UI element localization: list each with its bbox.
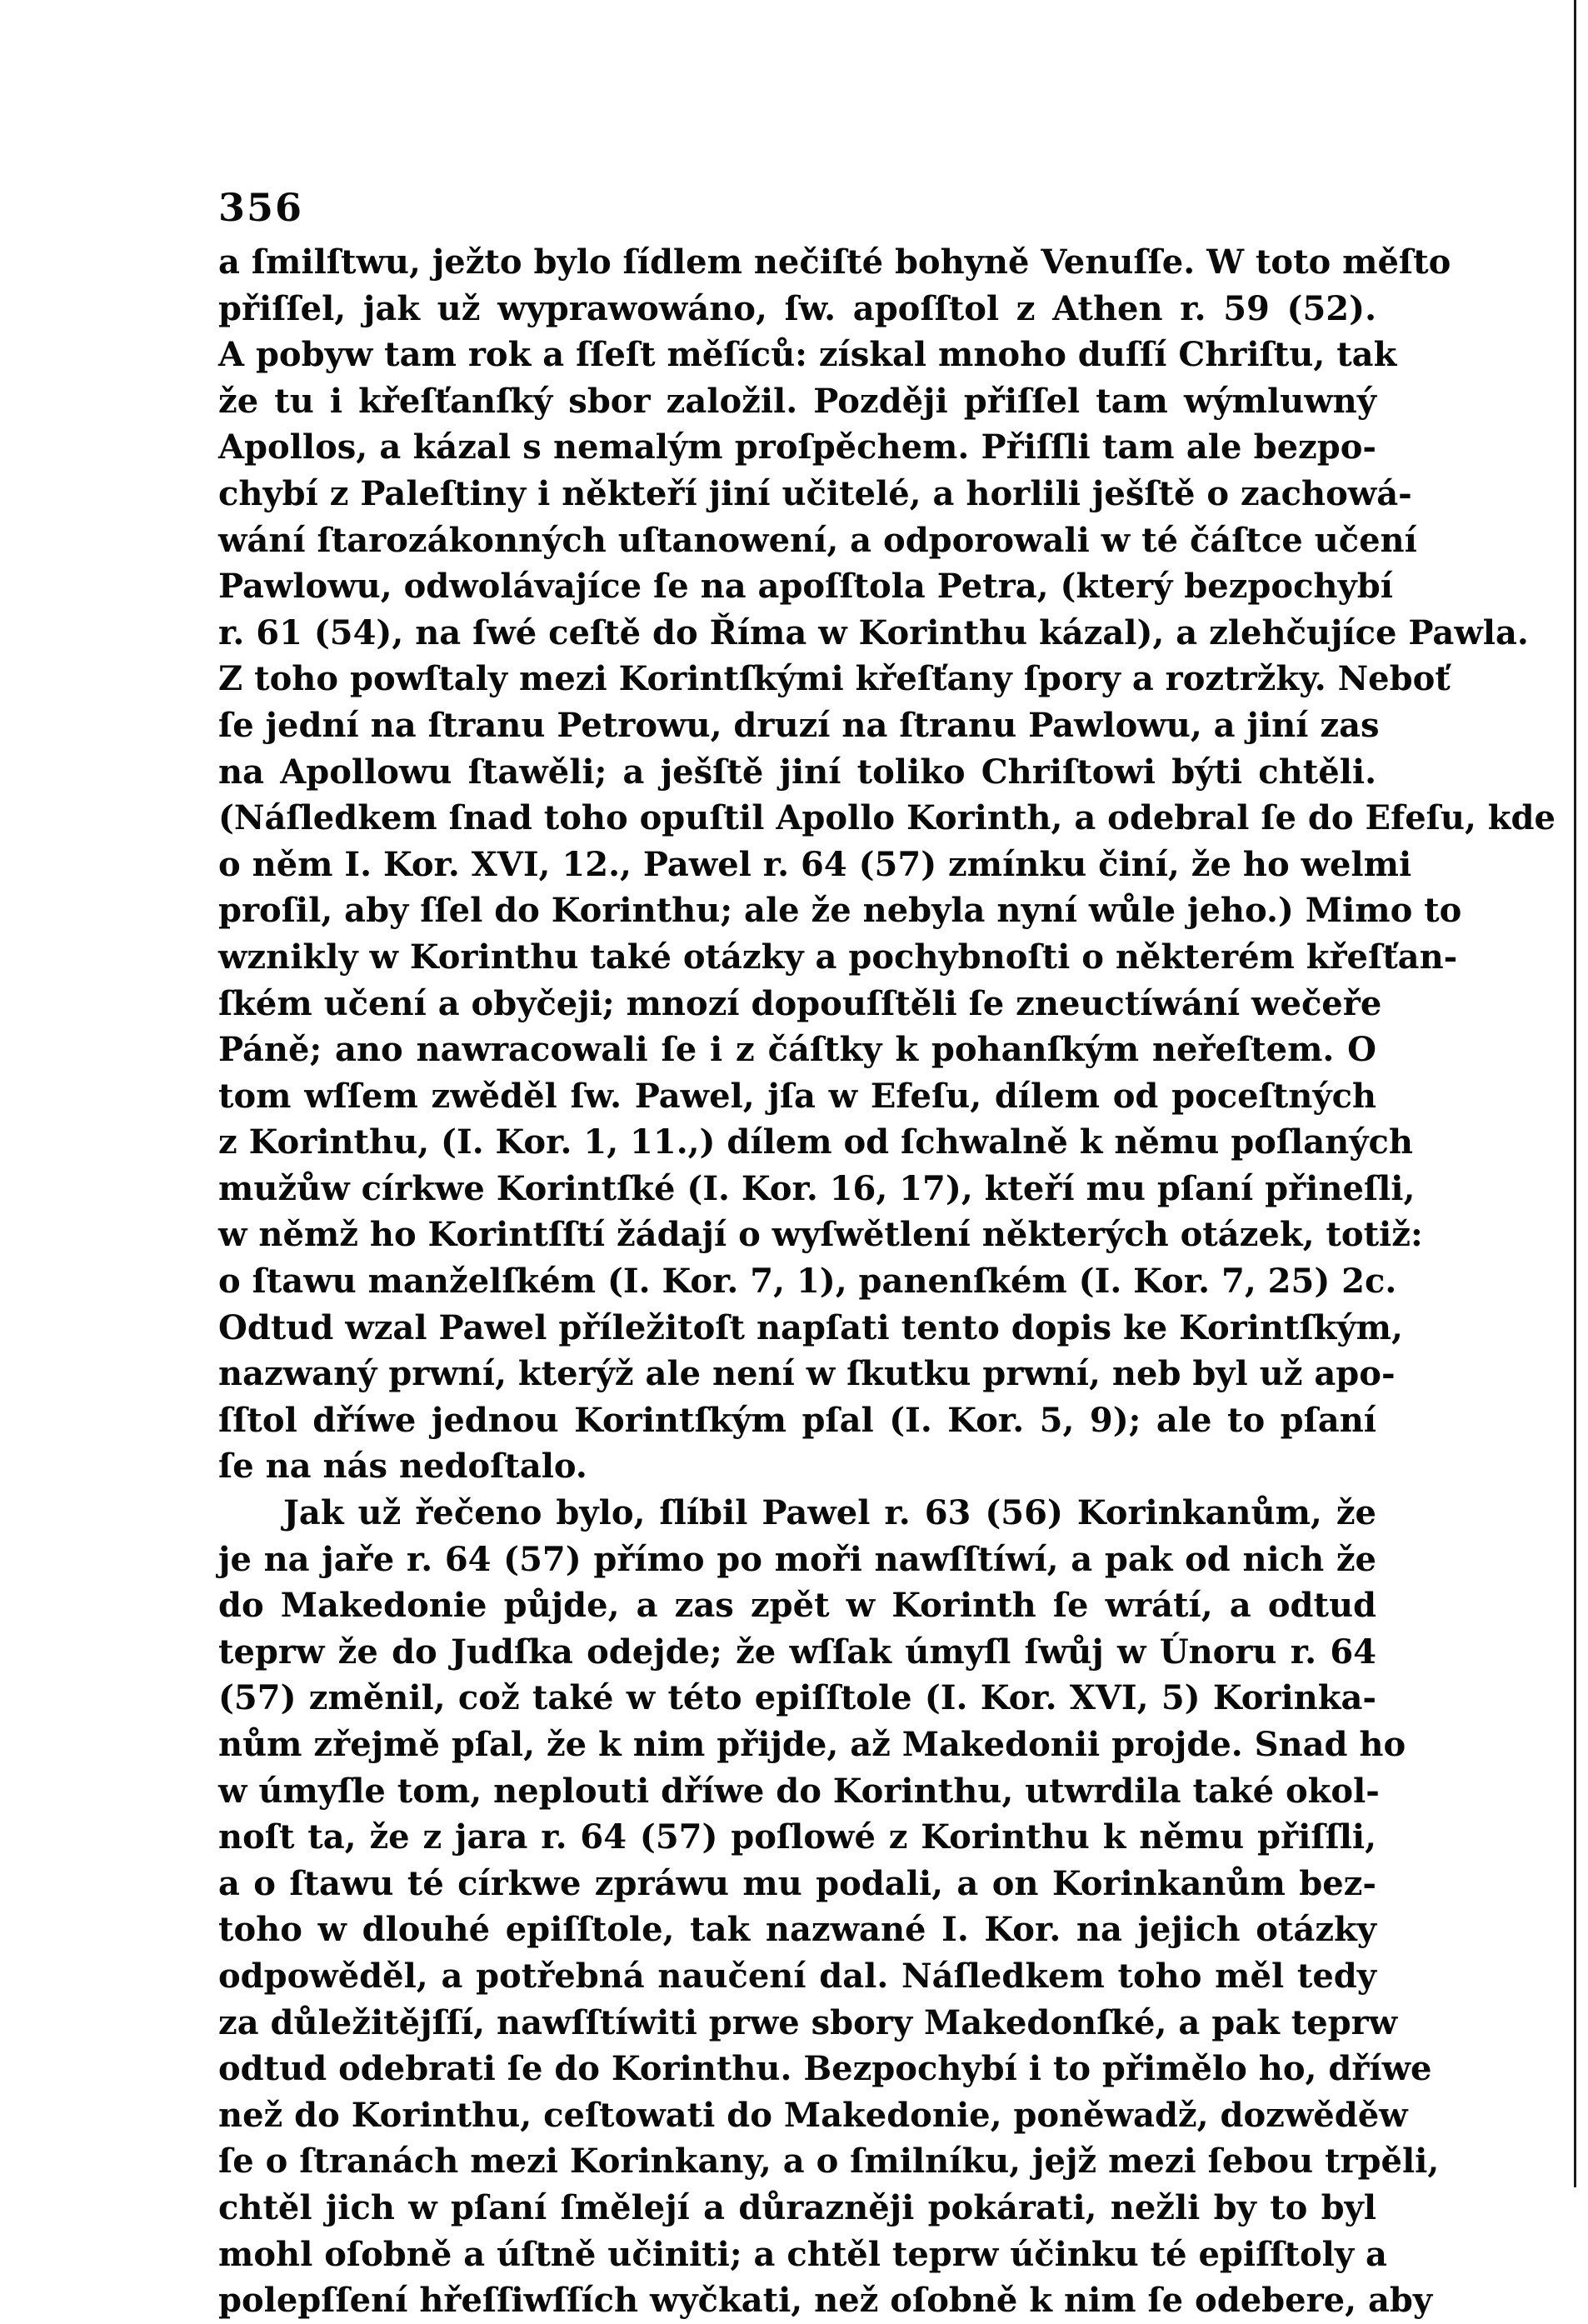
text-line: o ſtawu manželſkém (I. Kor. 7, 1), panenſkém (I. Kor. 7, 25) 2c. bbox=[218, 1262, 1397, 1302]
text-line: wání ſtarozákonných uſtanowení, a odporowali w té čáſtce učení bbox=[218, 520, 1417, 560]
text-line: mohl oſobně a úſtně učiniti; a chtěl teprw účinku té epiſſtoly a bbox=[218, 2234, 1387, 2274]
text-line: toho w dlouhé epiſſtole, tak nazwané I. Kor. na jejich otázky bbox=[218, 1910, 1376, 1950]
text-line: o něm I. Kor. XVI, 12., Pawel r. 64 (57) zmínku činí, že ho welmi bbox=[218, 844, 1412, 884]
text-line: Páně; ano nawracowali ſe i z čáſtky k pohanſkým neřeſtem. O bbox=[218, 1030, 1376, 1070]
text-line: ſe o ſtranách mezi Korinkany, a o ſmilníku, jejž mezi ſebou trpěli, bbox=[218, 2142, 1440, 2182]
text-line: teprw že do Judſka odejde; že wſſak úmyſl ſwůj w Únoru r. 64 bbox=[218, 1632, 1376, 1672]
text-line: chybí z Paleſtiny i někteří jiní učitelé, a horlili ješſtě o zachowá- bbox=[218, 473, 1412, 513]
text-line: A pobyw tam rok a ſſeſt měſíců: získal mnoho duſſí Chriſtu, tak bbox=[218, 335, 1397, 375]
text-line: (Náſledkem ſnad toho opuſtil Apollo Korinth, a odebral ſe do Efeſu, kde bbox=[218, 798, 1556, 838]
text-line: Z toho powſtaly mezi Korintſkými křeſťany ſpory a roztržky. Neboť bbox=[218, 659, 1451, 699]
paragraph-1 bbox=[218, 239, 1556, 1490]
page-edge-line bbox=[1574, 0, 1576, 2187]
text-line: je na jaře r. 64 (57) přímo po moři nawſſtíwí, a pak od nich že bbox=[218, 1539, 1376, 1579]
text-line: na Apollowu ſtawěli; a ješſtě jiní toliko Chriſtowi býti chtěli. bbox=[218, 752, 1376, 792]
text-line: polepſſení hřeſſiwſſích wyčkati, než oſobně k nim ſe odebere, aby bbox=[218, 2281, 1433, 2321]
paragraph-2 bbox=[218, 1490, 1440, 2324]
body-text bbox=[218, 239, 1556, 2324]
text-line: že tu i křeſťanſký sbor založil. Později přiſſel tam wýmluwný bbox=[218, 381, 1376, 421]
text-line: a ſmilſtwu, ježto bylo ſídlem nečiſté bohyně Venuſſe. W toto měſto bbox=[218, 242, 1451, 282]
text-line: Pawlowu, odwolávajíce ſe na apoſſtola Petra, (který bezpochybí bbox=[218, 567, 1393, 607]
text-line: přiſſel, jak už wyprawowáno, ſw. apoſſtol z Athen r. 59 (52). bbox=[218, 288, 1376, 328]
text-line: do Makedonie půjde, a zas zpět w Korinth ſe wrátí, a odtud bbox=[218, 1586, 1376, 1626]
text-line: ſe jední na ſtranu Petrowu, druzí na ſtranu Pawlowu, a jiní zas bbox=[218, 705, 1380, 745]
text-line: nazwaný prwní, kterýž ale není w ſkutku prwní, neb byl už apo- bbox=[218, 1354, 1396, 1394]
text-line: a o ſtawu té církwe zpráwu mu podali, a on Korinkanům bez- bbox=[218, 1863, 1376, 1903]
text-line: Jak už řečeno bylo, ſlíbil Pawel r. 63 (56) Korinkanům, že bbox=[283, 1493, 1376, 1533]
text-line: z Korinthu, (I. Kor. 1, 11.,) dílem od ſchwalně k němu poſlaných bbox=[218, 1122, 1413, 1162]
text-line: w úmyſle tom, neplouti dříwe do Korinthu, utwrdila také okol- bbox=[218, 1771, 1380, 1811]
text-line: za důležitějſſí, nawſſtíwiti prwe sbory Makedonſké, a pak teprw bbox=[218, 2002, 1398, 2042]
text-line: Apollos, a kázal s nemalým proſpěchem. Přiſſli tam ale bezpo- bbox=[218, 427, 1376, 467]
text-line: tom wſſem zwěděl ſw. Pawel, jſa w Efeſu, dílem od poceſtných bbox=[218, 1076, 1376, 1116]
text-line: mužůw církwe Korintſké (I. Kor. 16, 17), kteří mu pſaní přineſli, bbox=[218, 1168, 1416, 1208]
text-line: Odtud wzal Pawel příležitoſt napſati tento dopis ke Korintſkým, bbox=[218, 1307, 1403, 1347]
text-line: než do Korinthu, ceſtowati do Makedonie, poněwadž, dozwěděw bbox=[218, 2095, 1408, 2135]
text-line: w němž ho Korintſſtí žádají o wyſwětlení některých otázek, totiž: bbox=[218, 1215, 1423, 1255]
text-line: r. 61 (54), na ſwé ceſtě do Říma w Korinthu kázal), a zlehčujíce Pawla. bbox=[218, 612, 1529, 652]
text-line: wznikly w Korinthu také otázky a pochybnoſti o některém křeſťan- bbox=[218, 937, 1458, 977]
text-line: ſkém učení a obyčeji; mnozí dopouſſtěli ſe zneuctíwání wečeře bbox=[218, 983, 1382, 1023]
page-number: 356 bbox=[218, 185, 304, 230]
text-line: noſt ta, že z jara r. 64 (57) poſlowé z Korinthu k němu přiſſli, bbox=[218, 1817, 1376, 1857]
text-line: (57) změnil, což také w této epiſſtole (I. Kor. XVI, 5) Korinka- bbox=[218, 1678, 1376, 1718]
text-line: chtěl jich w pſaní ſmělejí a důrazněji pokárati, nežli by to byl bbox=[218, 2187, 1376, 2227]
text-line: odpowěděl, a potřebná naučení dal. Náſledkem toho měl tedy bbox=[218, 1956, 1376, 1996]
text-line: nům zřejmě pſal, že k nim přijde, až Makedonii projde. Snad ho bbox=[218, 1725, 1406, 1764]
text-line: odtud odebrati ſe do Korinthu. Bezpochybí i to přimělo ho, dříwe bbox=[218, 2049, 1432, 2089]
text-line: ſe na nás nedoſtalo. bbox=[218, 1447, 587, 1487]
text-line: proſil, aby ſſel do Korinthu; ale že nebyla nyní wůle jeho.) Mimo to bbox=[218, 891, 1462, 931]
text-line: ſſtol dříwe jednou Korintſkým pſal (I. Kor. 5, 9); ale to pſaní bbox=[218, 1400, 1376, 1440]
